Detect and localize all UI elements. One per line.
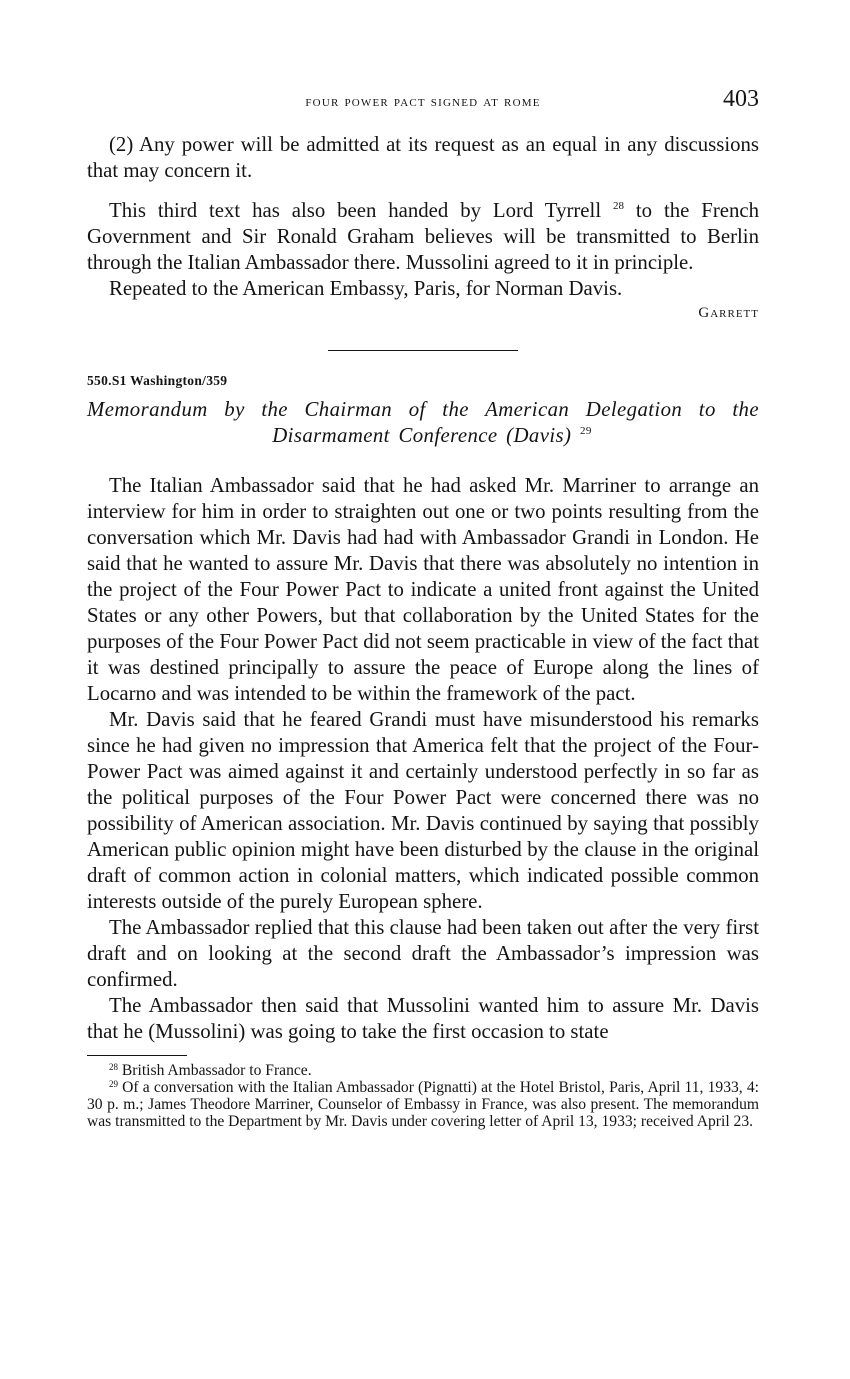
document-title-line-1: Memorandum by the Chairman of the American Delegation to the (87, 398, 759, 421)
footnote-mark: 29 (109, 1079, 118, 1089)
continuation-paragraph-2-start: This third text has also been handed by Lord Tyrrell (109, 199, 602, 222)
page-number: 403 (723, 86, 759, 112)
section-divider (328, 350, 518, 351)
document-title-line-2-wrap (87, 423, 759, 449)
file-reference: 550.S1 Washington/359 (87, 373, 228, 388)
body-paragraph-3: The Ambassador replied that this clause had been taken out after the very first draft and on looking at the second draft the Ambassador’s impression was confirmed. (87, 916, 759, 991)
footnote-text: British Ambassador to France. (121, 1062, 312, 1079)
body-paragraph-4: The Ambassador then said that Mussolini wanted him to assure Mr. Davis that he (Mussolini) was going to take the first occasion to state (87, 994, 759, 1043)
footnote-mark: 28 (109, 1062, 118, 1072)
running-title: four power pact signed at rome (305, 94, 541, 110)
signature: Garrett (698, 305, 759, 321)
footnotes (87, 1062, 759, 1130)
book-page (87, 86, 759, 1130)
footnote-ref-28: 28 (613, 200, 624, 212)
continuation-paragraph-2 (87, 198, 759, 276)
footnote-29 (87, 1079, 759, 1130)
continuation-paragraph-2-end: to the French Government and Sir Ronald Graham believes will be transmitted to Berlin through the Italian Ambassador there. Mussolini agreed to it in principle. (87, 199, 759, 274)
document-title-line-2: Disarmament Conference (Davis) (272, 424, 572, 447)
running-head (87, 86, 759, 120)
footnote-28 (87, 1062, 759, 1079)
footnote-divider (87, 1055, 187, 1056)
continuation-paragraph-3: Repeated to the American Embassy, Paris, for Norman Davis. (109, 277, 623, 300)
body-paragraph-2: Mr. Davis said that he feared Grandi must have misunderstood his remarks since he had given no impression that America felt that the project of the Four-Power Pact was aimed against it and certainly understood perfectly in so far as the political purposes of the Four Power Pact were concerned there was no possibility of American association. Mr. Davis continued by saying that possibly American public opinion might have been disturbed by the clause in the original draft of common action in colonial matters, which indicated possible common interests outside of the purely European sphere. (87, 708, 759, 913)
continuation-paragraph-1: (2) Any power will be admitted at its request as an equal in any discussions that may concern it. (87, 133, 759, 182)
document-title (87, 397, 759, 449)
footnote-text: Of a conversation with the Italian Ambassador (Pignatti) at the Hotel Bristol, Paris, April 11, 1933, 4: 30 p. m.; James Theodore Marriner, Counselor of Embassy in France, was also present. The memorandum was transmitted to the Department by Mr. Davis under covering letter of April 13, 1933; received April 23. (87, 1079, 759, 1130)
body-paragraph-1: The Italian Ambassador said that he had asked Mr. Marriner to arrange an interview for him in order to straighten out one or two points resulting from the conversation which Mr. Davis had had with Ambassador Grandi in London. He said that he wanted to assure Mr. Davis that there was absolutely no intention in the project of the Four Power Pact to indicate a united front against the United States or any other Powers, but that collaboration by the United States for the purposes of the Four Power Pact did not seem practicable in view of the fact that it was destined principally to assure the peace of Europe along the lines of Locarno and was intended to be within the framework of the pact. (87, 474, 759, 705)
footnote-ref-29: 29 (579, 425, 592, 437)
